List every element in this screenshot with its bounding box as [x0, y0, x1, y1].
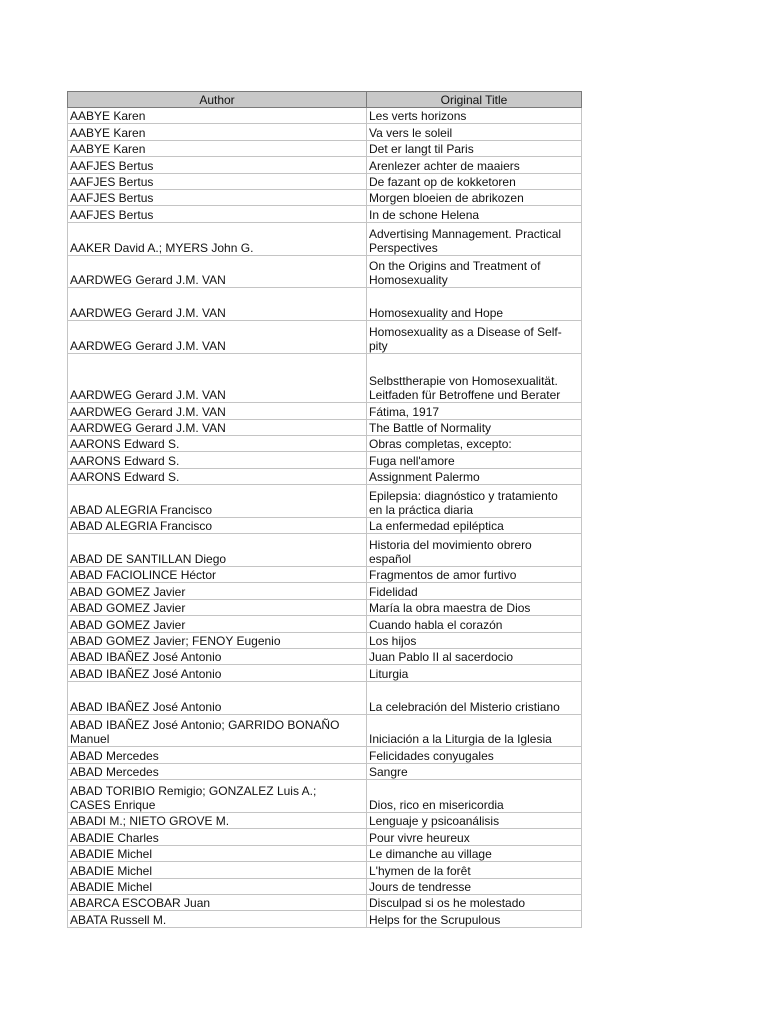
table-row	[68, 780, 582, 813]
author-cell: AAKER David A.; MYERS John G.	[68, 222, 367, 255]
table-row	[68, 468, 582, 484]
table-row	[68, 911, 582, 927]
column-header-author: Author	[68, 92, 367, 108]
author-cell: AARDWEG Gerard J.M. VAN	[68, 353, 367, 402]
title-cell: Historia del movimiento obrero español	[367, 534, 582, 567]
author-cell: AARDWEG Gerard J.M. VAN	[68, 419, 367, 435]
title-cell: Selbsttherapie von Homosexualität. Leitfaden für Betroffene und Berater	[367, 353, 582, 402]
spreadsheet-sheet	[67, 91, 581, 928]
table-row	[68, 140, 582, 156]
table-header	[68, 92, 582, 108]
table-row	[68, 763, 582, 779]
table-row	[68, 255, 582, 288]
author-cell: AAFJES Bertus	[68, 206, 367, 222]
title-cell: Pour vivre heureux	[367, 829, 582, 845]
author-cell: ABAD Mercedes	[68, 747, 367, 763]
author-cell: ABAD IBAÑEZ José Antonio	[68, 681, 367, 714]
table-row	[68, 829, 582, 845]
title-cell: Fragmentos de amor furtivo	[367, 567, 582, 583]
column-header-original-title: Original Title	[367, 92, 582, 108]
table-row	[68, 534, 582, 567]
title-cell: Les verts horizons	[367, 108, 582, 124]
table-row	[68, 353, 582, 402]
title-cell: De fazant op de kokketoren	[367, 173, 582, 189]
title-cell: Obras completas, excepto:	[367, 435, 582, 451]
title-cell: La enfermedad epiléptica	[367, 517, 582, 533]
author-cell: ABADI M.; NIETO GROVE M.	[68, 812, 367, 828]
author-cell: ABAD Mercedes	[68, 763, 367, 779]
table-row	[68, 222, 582, 255]
table-row	[68, 747, 582, 763]
author-cell: ABAD ALEGRIA Francisco	[68, 485, 367, 518]
title-cell: Liturgia	[367, 665, 582, 681]
title-cell: Felicidades conyugales	[367, 747, 582, 763]
table-row	[68, 517, 582, 533]
author-cell: AARDWEG Gerard J.M. VAN	[68, 403, 367, 419]
table-row	[68, 862, 582, 878]
author-cell: AARONS Edward S.	[68, 435, 367, 451]
table-row	[68, 173, 582, 189]
table-row	[68, 157, 582, 173]
title-cell: Lenguaje y psicoanálisis	[367, 812, 582, 828]
table-row	[68, 714, 582, 747]
table-row	[68, 616, 582, 632]
table-row	[68, 567, 582, 583]
table-row	[68, 206, 582, 222]
title-cell: Los hijos	[367, 632, 582, 648]
author-cell: ABADIE Michel	[68, 878, 367, 894]
title-cell: On the Origins and Treatment of Homosexuality	[367, 255, 582, 288]
table-row	[68, 845, 582, 861]
author-cell: AABYE Karen	[68, 140, 367, 156]
table-row	[68, 419, 582, 435]
author-cell: ABAD GOMEZ Javier; FENOY Eugenio	[68, 632, 367, 648]
title-cell: María la obra maestra de Dios	[367, 599, 582, 615]
book-table	[67, 91, 582, 928]
title-cell: Le dimanche au village	[367, 845, 582, 861]
title-cell: Morgen bloeien de abrikozen	[367, 189, 582, 205]
table-row	[68, 485, 582, 518]
author-cell: AAFJES Bertus	[68, 173, 367, 189]
title-cell: Assignment Palermo	[367, 468, 582, 484]
author-cell: AARDWEG Gerard J.M. VAN	[68, 288, 367, 321]
title-cell: La celebración del Misterio cristiano	[367, 681, 582, 714]
title-cell: L'hymen de la forêt	[367, 862, 582, 878]
author-cell: ABATA Russell M.	[68, 911, 367, 927]
title-cell: Homosexuality and Hope	[367, 288, 582, 321]
title-cell: The Battle of Normality	[367, 419, 582, 435]
author-cell: AABYE Karen	[68, 124, 367, 140]
title-cell: Juan Pablo II al sacerdocio	[367, 649, 582, 665]
author-cell: AAFJES Bertus	[68, 157, 367, 173]
author-cell: ABAD ALEGRIA Francisco	[68, 517, 367, 533]
title-cell: Jours de tendresse	[367, 878, 582, 894]
title-cell: Disculpad si os he molestado	[367, 894, 582, 910]
header-row	[68, 92, 582, 108]
author-cell: AARDWEG Gerard J.M. VAN	[68, 321, 367, 354]
author-cell: ABAD DE SANTILLAN Diego	[68, 534, 367, 567]
table-row	[68, 403, 582, 419]
table-row	[68, 189, 582, 205]
table-row	[68, 632, 582, 648]
table-row	[68, 878, 582, 894]
table-body	[68, 108, 582, 928]
author-cell: ABAD GOMEZ Javier	[68, 616, 367, 632]
title-cell: Cuando habla el corazón	[367, 616, 582, 632]
table-row	[68, 894, 582, 910]
table-row	[68, 321, 582, 354]
table-row	[68, 124, 582, 140]
author-cell: ABAD IBAÑEZ José Antonio	[68, 649, 367, 665]
table-row	[68, 599, 582, 615]
author-cell: ABADIE Michel	[68, 862, 367, 878]
title-cell: Iniciación a la Liturgia de la Iglesia	[367, 714, 582, 747]
title-cell: In de schone Helena	[367, 206, 582, 222]
title-cell: Advertising Mannagement. Practical Perspectives	[367, 222, 582, 255]
title-cell: Det er langt til Paris	[367, 140, 582, 156]
title-cell: Homosexuality as a Disease of Self- pity	[367, 321, 582, 354]
table-row	[68, 435, 582, 451]
title-cell: Fidelidad	[367, 583, 582, 599]
author-cell: AARONS Edward S.	[68, 452, 367, 468]
author-cell: ABADIE Michel	[68, 845, 367, 861]
table-row	[68, 288, 582, 321]
table-row	[68, 583, 582, 599]
title-cell: Fuga nell'amore	[367, 452, 582, 468]
author-cell: AAFJES Bertus	[68, 189, 367, 205]
title-cell: Fátima, 1917	[367, 403, 582, 419]
table-row	[68, 681, 582, 714]
table-row	[68, 812, 582, 828]
author-cell: AARDWEG Gerard J.M. VAN	[68, 255, 367, 288]
author-cell: ABAD TORIBIO Remigio; GONZALEZ Luis A.; CASES Enrique	[68, 780, 367, 813]
table-row	[68, 452, 582, 468]
table-row	[68, 108, 582, 124]
title-cell: Epilepsia: diagnóstico y tratamiento en la práctica diaria	[367, 485, 582, 518]
title-cell: Helps for the Scrupulous	[367, 911, 582, 927]
author-cell: AARONS Edward S.	[68, 468, 367, 484]
table-row	[68, 649, 582, 665]
table-row	[68, 665, 582, 681]
title-cell: Sangre	[367, 763, 582, 779]
author-cell: ABAD GOMEZ Javier	[68, 599, 367, 615]
author-cell: ABAD IBAÑEZ José Antonio	[68, 665, 367, 681]
author-cell: ABAD IBAÑEZ José Antonio; GARRIDO BONAÑO Manuel	[68, 714, 367, 747]
title-cell: Dios, rico en misericordia	[367, 780, 582, 813]
author-cell: ABARCA ESCOBAR Juan	[68, 894, 367, 910]
title-cell: Va vers le soleil	[367, 124, 582, 140]
author-cell: ABAD GOMEZ Javier	[68, 583, 367, 599]
author-cell: ABAD FACIOLINCE Héctor	[68, 567, 367, 583]
title-cell: Arenlezer achter de maaiers	[367, 157, 582, 173]
author-cell: AABYE Karen	[68, 108, 367, 124]
author-cell: ABADIE Charles	[68, 829, 367, 845]
